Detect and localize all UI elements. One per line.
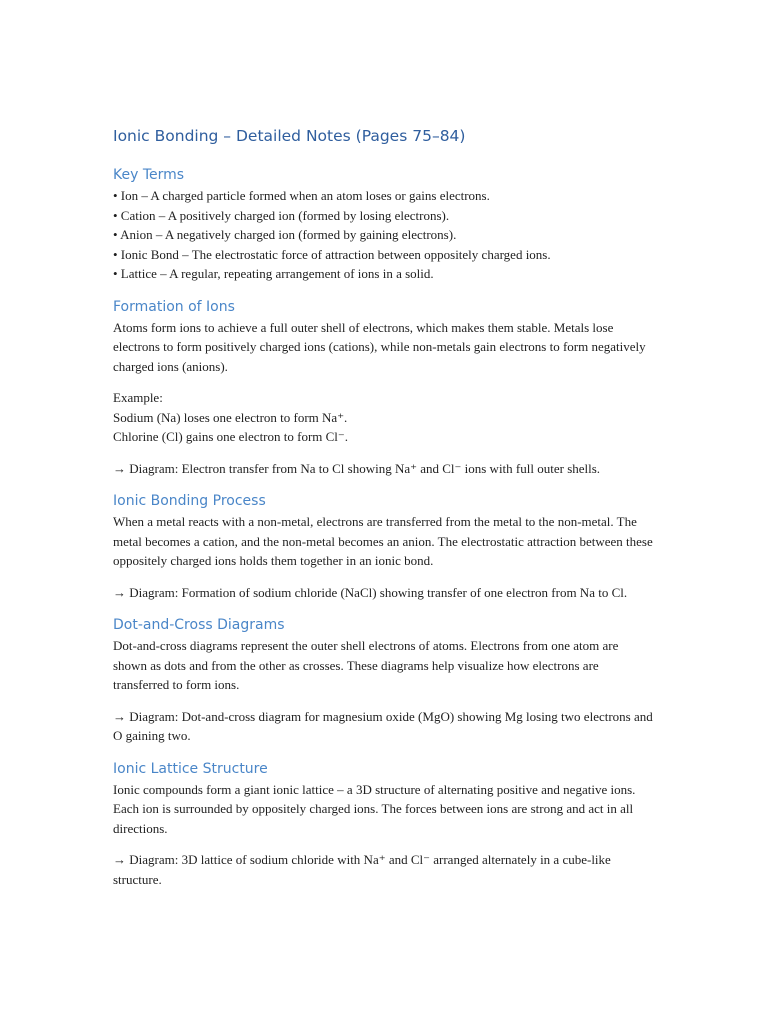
formation-heading: Formation of Ions: [113, 298, 235, 315]
formation-example: [113, 388, 653, 447]
key-term-lattice: • Lattice – A regular, repeating arrangement of ions in a solid.: [113, 266, 434, 281]
key-term-ionic-bond: • Ionic Bond – The electrostatic force of attraction between oppositely charged ions.: [113, 246, 551, 262]
process-section: [113, 490, 653, 602]
formation-paragraph: Atoms form ions to achieve a full outer shell of electrons, which makes them stable. Metals lose electrons to form positively charged ions (cations), while non-metals gain electrons to form negatively charged ions (anions).: [113, 319, 646, 374]
process-diagram-note: → Diagram: Formation of sodium chloride (NaCl) showing transfer of one electron from Na to Cl.: [113, 584, 628, 600]
lattice-heading: Ionic Lattice Structure: [113, 760, 268, 777]
document-page: [113, 124, 653, 901]
lattice-section: [113, 758, 653, 890]
dot-cross-paragraph: Dot-and-cross diagrams represent the outer shell electrons of atoms. Electrons from one atom are shown as dots and from the other as crosses. These diagrams help visualize how electrons are transferred to form ions.: [113, 638, 619, 692]
dot-cross-section: [113, 614, 653, 746]
key-term-anion: • Anion – A negatively charged ion (formed by gaining electrons).: [113, 227, 457, 242]
formation-section: [113, 296, 653, 479]
lattice-paragraph: Ionic compounds form a giant ionic lattice – a 3D structure of alternating positive and negative ions. Each ion is surrounded by oppositely charged ions. The forces between ions are strong and act in all directions.: [113, 781, 636, 836]
formation-diagram-note: → Diagram: Electron transfer from Na to Cl showing Na⁺ and Cl⁻ ions with full outer shells.: [113, 460, 601, 476]
key-terms-list: [113, 186, 653, 284]
document-title: Ionic Bonding – Detailed Notes (Pages 75–84): [113, 127, 466, 145]
example-sodium: Sodium (Na) loses one electron to form Na⁺.: [113, 409, 348, 425]
process-heading: Ionic Bonding Process: [113, 493, 266, 509]
lattice-diagram-note: → Diagram: 3D lattice of sodium chloride with Na⁺ and Cl⁻ arranged alternately in a cube-like structure.: [113, 852, 611, 887]
example-label: Example:: [113, 390, 163, 405]
example-chlorine: Chlorine (Cl) gains one electron to form Cl⁻.: [113, 429, 349, 444]
key-terms-section: [113, 164, 653, 284]
dot-cross-diagram-note: → Diagram: Dot-and-cross diagram for magnesium oxide (MgO) showing Mg losing two electrons and O gaining two.: [113, 708, 653, 743]
dot-cross-heading: Dot-and-Cross Diagrams: [113, 617, 285, 633]
key-term-ion: • Ion – A charged particle formed when an atom loses or gains electrons.: [113, 188, 490, 203]
key-term-cation: • Cation – A positively charged ion (formed by losing electrons).: [113, 207, 450, 223]
process-paragraph: When a metal reacts with a non-metal, electrons are transferred from the metal to the non-metal. The metal becomes a cation, and the non-metal becomes an anion. The electrostatic attraction between these oppositely charged ions holds them together in an ionic bond.: [113, 514, 653, 568]
key-terms-heading: Key Terms: [113, 167, 185, 183]
